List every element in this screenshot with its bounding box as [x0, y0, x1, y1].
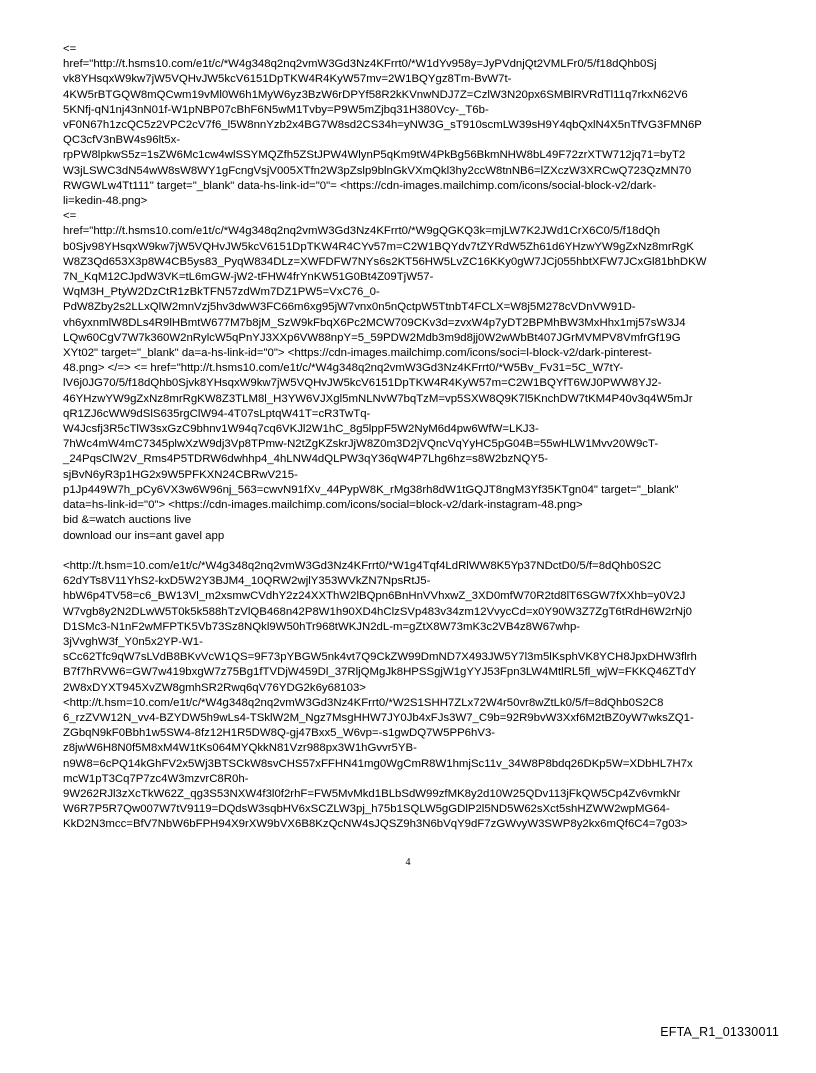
text-line: href="http://t.hsms10.com/e1t/c/*W4g348q2nq2vmW3Gd3Nz4KFrrt0/*W1dYv958y=JyPVdnjQt2VMLFr0/5/f18dQhb0Sj [63, 58, 657, 71]
text-line: qR1ZJ6cWW9dSlS635rgClW94-4T07sLptqW41T=cR3TwTq- [63, 407, 371, 420]
page-number: 4 [405, 857, 411, 868]
text-line: mcW1pT3Cq7P7zc4W3mzvrC8R0h- [63, 772, 249, 785]
text-line: W8Z3Qd653X3p8W4CB5ys83_PyqW834DLz=XWFDFW7NYs6s2KT56HW5LvZC16KKy0gW7JCj055hbtXFW7JCxGl81bhDKW [63, 255, 707, 268]
text-line: vF0N67h1zcQC5z2VPC2cV7f6_l5W8nnYzb2x4BG7W8sd2CS34h=yNW3G_sT910scmLW39sH9Y4qbQxlN4X5nTfVG3FMN6P [63, 119, 702, 132]
text-line: rpPW8lpkwS5z=1sZW6Mc1cw4wlSSYMQZfh5ZStJPW4WlynP5qKm9tW4PkBg56BkmNHW8bL49F72zrXTW712jq71=byT2 [63, 149, 686, 162]
text-line: D1SMc3-N1nF2wMFPTK5Vb73Sz8NQkl9W50hTr968tWKJN2dL-m=gZtX8W73mK3c2VB4z8W67whp- [63, 620, 581, 633]
text-line [63, 544, 763, 559]
text-line: 7hWc4mW4mC7345plwXzW9dj3Vp8TPmw-N2tZgKZskrJjW8Z0m3D2jVQncVqYyHC5pG04B=55wHLW1Mvv20W9cT- [63, 438, 659, 451]
text-line: lV6j0JG70/5/f18dQhb0Sjvk8YHsqxW9kw7jW5VQHvJW5kcV6151DpTKW4R4KyW57m=C2W1BQYfT6WJ0PWW8YJ2- [63, 377, 662, 390]
text-line: li=kedin-48.png> [63, 195, 148, 208]
text-line: b0Sjv98YHsqxW9kw7jW5VQHvJW5kcV6151DpTKW4R4CYv57m=C2W1BQYdv7tZYRdW5Zh61d6YHzwYW9gZxNz8mrRgK [63, 240, 694, 253]
text-line: 46YHzwYW9gZxNz8mrRgKW8Z3TLM8l_H3YW6VJXgl5mNLNvW7bqTzM=vp5SXW8Q9K7l5KnchDW7tKM4P40v3q4W5mJr [63, 392, 693, 405]
text-line: <http://t.hsm=10.com/e1t/c/*W4g348q2nq2vmW3Gd3Nz4KFrrt0/*W2S1SHH7ZLx72W4r50vr8wZtLk0/5/f=8dQhb0S2C8 [63, 696, 664, 709]
text-line: z8jwW6H8N0f5M8xM4W1tKs064MYQkkN81Vzr988px3W1hGvvr5YB- [63, 742, 417, 755]
text-line: p1Jp449W7h_pCy6VX3w6W96nj_563=cwvN91fXv_44PypW8K_rMg38rh8dW1tGQJT8ngM3Yf35KTgn04" target="_blank" [63, 483, 679, 496]
text-line: W3jLSWC3dN54wW8sW8WY1gFcngVsjV005XTfn2W3pZslp9blnGkVXmQkl3hy2ccW8tnNB6=lZXczW3XRCwQ723QzMN70 [63, 164, 692, 177]
text-line: href="http://t.hsms10.com/e1t/c/*W4g348q2nq2vmW3Gd3Nz4KFrrt0/*W9gQGKQ3k=mjLW7K2JWd1CrX6C0/5/f18dQh [63, 225, 661, 238]
text-line: 62dYTs8V11YhS2-kxD5W2Y3BJM4_10QRW2wjlY353WVkZN7NpsRtJ5- [63, 575, 431, 588]
text-line: 3jVvghW3f_Y0n5x2YP-W1- [63, 635, 203, 648]
text-line: 2W8xDYXT945XvZW8gmhSR2Rwq6qV76YDG2k6y68103> [63, 681, 366, 694]
text-line: W4Jcsfj3R5cTlW3sxGzC9bhnv1W94q7cq6VKJl2W1hC_8g5lppF5W2NyM6d4pw6WfW=LKJ3- [63, 423, 539, 436]
text-line: vh6yxnmlW8DLs4R9lHBmtW677M7b8jM_SzW9kFbqX6Pc2MCW709CKv3d=zvxW4p7yDT2BPMhBW3MxHhx1mj57sW3J4 [63, 316, 686, 329]
text-line: sCc62Tfc9qW7sLVdB8BKvVcW1QS=9F73pYBGW5nk4vt7Q9CkZW99DmND7X493JW5Y7l3m5lKsphVK8YCH8JpxDHW3flrh [63, 651, 697, 664]
text-line: KkD2N3mcc=BfV7NbW6bFPH94X9rXW9bVX6B8KzQcNW4sJQSZ9h3N6bVqY9dF7zGWvyW3SWP8y2kx6mQf6C4=7g03> [63, 818, 688, 831]
text-line: _24PqsClW2V_Rms4P5TDRW6dwhhp4_4hLNW4dQLPW3qY36qW4P7Lhg6hz=s8W2bzNQY5- [63, 453, 549, 466]
text-line: data=hs-link-id="0"> <https://cdn-images.mailchimp.com/icons/social=block-v2/dark-instagram-48.png> [63, 499, 583, 512]
text-line: B7f7hRVW6=GW7w419bxgW7z75Bg1fTVDjW459Dl_37RljQMgJk8HPSSgjW1gYYJ53Fpn3LW4MtlRL5fl_wjW=FKKQ46ZTdY [63, 666, 697, 679]
text-line: 48.png> </=> <= href="http://t.hsms10.com/e1t/c/*W4g348q2nq2vmW3Gd3Nz4KFrrt0/*W5Bv_Fv31=5C_W7tY- [63, 362, 624, 375]
text-line: QC3cfV3nBW4s96lt5x- [63, 134, 181, 147]
text-line: n9W8=6cPQ14kGhFV2x5Wj3BTSCkW8svCHS57xFFHN41mg0WgCmR8W1hmjSc11v_34W8P8bdq26DKp5W=XDbHL7H7x [63, 757, 693, 770]
text-line: ZGbqN9kF0Bbh1w5SW4-8fz12H1R5DW8Q-gj47Bxx5_W6vp=-s1gwDQ7W5PP6hV3- [63, 727, 496, 740]
text-line: bid &=watch auctions live [63, 514, 192, 527]
text-line: hbW6p4TV58=c6_BW13Vl_m2xsmwCVdhY2z24XXThW2lBQpn6BnHnVVhxwZ_3XD0mfW70R2td8lT6SGW7fXXhb=y0V2J [63, 590, 686, 603]
text-line: 9W262RJl3zXcTkW62Z_qg3S53NXW4f3l0f2rhF=FW5MvMkd1BLbSdW99zfMK8y2d10W25QDv113jFkQW5Cp4Zv6vmkNr [63, 787, 681, 800]
text-line: download our ins=ant gavel app [63, 529, 225, 542]
text-line: <= [63, 43, 77, 55]
text-line: vk8YHsqxW9kw7jW5VQHvJW5kcV6151DpTKW4R4KyW57mv=2W1BQYgz8Tm-BvW7t- [63, 73, 512, 86]
text-line: 6_rzZVW12N_vv4-BZYDW5h9wLs4-TSklW2M_Ngz7MsgHHW7JY0Jb4xFJs3W7_C9b=92R9bvW3Xxf6M2tBZ0yW7wksZQ1- [63, 711, 694, 724]
text-line: 5KNfj-qN1nj43nN01f-W1pNBP07cBhF6N5wM1Tvby=P9W5mZjbq31H380Vcy-_T6b- [63, 103, 489, 116]
text-line: <http://t.hsm=10.com/e1t/c/*W4g348q2nq2vmW3Gd3Nz4KFrrt0/*W1g4Tqf4LdRlWW8K5Yp37NDctD0/5/f=8dQhb0S2C [63, 559, 662, 572]
text-line: XYt02" target="_blank" da=a-hs-link-id="0"> <https://cdn-images.mailchimp.com/icons/soci=l-block-v2/dark-pinterest- [63, 347, 652, 360]
text-line: LQw60CgV7W7k360W2nRylcW5qPnYJ3XXp6VW88npY=5_59PDW2Mdb3m9d8jj0W2wWbBt407JGrMVMPV8VmfrGf19G [63, 331, 681, 344]
text-line: WqM3H_PtyW2DzCtR1zBkTFN57zdWm7DZ1PW5=VxC76_0- [63, 286, 380, 299]
text-line: sjBvN6yR3p1HG2x9W5PFKXN24CBRwV215- [63, 468, 298, 481]
text-line: PdW8Zby2s2LLxQlW2mnVzj5hv3dwW3FC66m6xg95jW7vnx0n5nQctpW5TtnbT4FCLX=W8j5M278cVDnVW91D- [63, 301, 636, 314]
text-line: W6R7P5R7Qw007W7tV9119=DQdsW3sqbHV6xSCZLW3pj_h75b1SQLW5gGDlP2l5ND5W62sXct5shHZWW2wpMG64- [63, 803, 670, 816]
text-line: 4KW5rBTGQW8mQCwm19vMl0W6h1MyW6yz3BzW6rDPYf58R2kKVnwNDJ7Z=CzlW3N20px6SMBlRVRdTl11q7rkxN62V6 [63, 88, 688, 101]
email-source-text [63, 42, 763, 833]
text-line: W7vgb8y2N2DLwW5T0k5k588hTzVlQB468n42P8W1h90XD4hClzSVp483v34zm12VvycCd=x0Y90W3Z7ZgT6tRdH6W2rNj0 [63, 605, 692, 618]
document-id-stamp: EFTA_R1_01330011 [660, 1025, 779, 1039]
text-line: RWGWLw4Tt111" target="_blank" data-hs-link-id="0"= <https://cdn-images.mailchimp.com/icons/social-block-v2/dark- [63, 179, 657, 192]
text-line: <= [63, 210, 77, 223]
text-line: 7N_KqM12CJpdW3VK=tL6mGW-jW2-tFHW4frYnKW51G0Bt4Z09TjW57- [63, 271, 434, 284]
